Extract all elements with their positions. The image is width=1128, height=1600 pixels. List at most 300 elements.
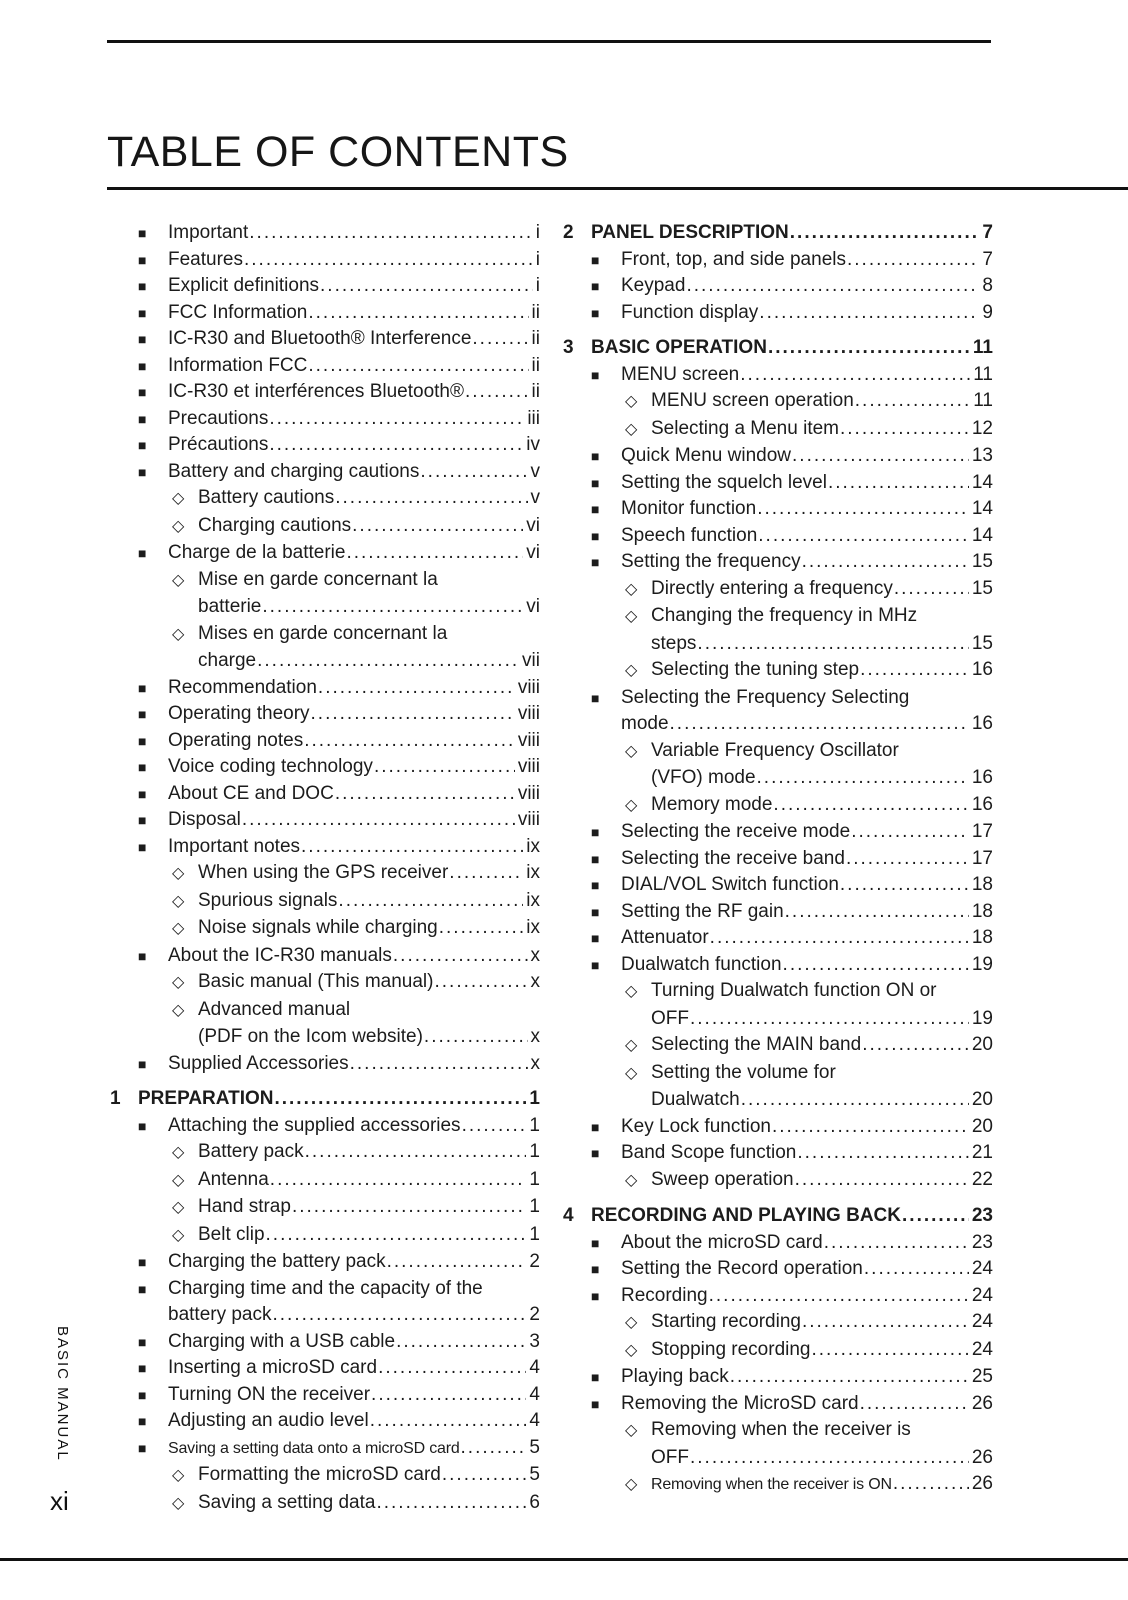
dot-leader — [266, 1222, 527, 1249]
diamond-bullet-icon: ◇ — [625, 580, 638, 598]
square-bullet-icon: ■ — [138, 838, 147, 855]
section-number: 4 — [563, 1205, 574, 1226]
diamond-bullet-icon: ◇ — [625, 1341, 638, 1359]
square-bullet-icon: ■ — [591, 474, 600, 491]
dot-leader — [292, 1194, 526, 1221]
dot-leader — [893, 1471, 969, 1498]
toc-row — [563, 1283, 993, 1310]
page-ref: viii — [517, 809, 540, 830]
page-ref: i — [535, 248, 540, 270]
entry-label: Playing back — [621, 1366, 729, 1387]
page-ref: 7 — [982, 248, 993, 270]
entry-label: MENU screen — [621, 363, 740, 385]
dot-leader — [462, 1113, 527, 1140]
toc-row — [563, 1445, 993, 1472]
square-bullet-icon: ■ — [138, 1439, 147, 1456]
toc-row — [563, 1114, 993, 1141]
dot-leader — [472, 326, 528, 353]
page-ref: 16 — [971, 793, 993, 815]
square-bullet-icon: ■ — [138, 785, 147, 802]
toc-item-entry — [110, 220, 540, 247]
page-ref: viii — [517, 703, 540, 724]
diamond-bullet-icon: ◇ — [172, 1199, 185, 1216]
dot-leader — [855, 388, 971, 415]
square-bullet-icon: ■ — [591, 1369, 600, 1385]
entry-label: Charging time and the capacity of the — [168, 1277, 483, 1299]
toc-row — [563, 470, 993, 497]
entry-label: Selecting a Menu item — [651, 417, 839, 439]
diamond-bullet-icon: ◇ — [172, 1467, 185, 1484]
toc-sub-entry — [110, 1222, 540, 1250]
dot-leader — [301, 834, 523, 861]
toc-item-entry — [563, 443, 993, 470]
square-bullet-icon: ■ — [591, 930, 600, 946]
toc-row — [110, 1490, 540, 1518]
toc-row — [563, 792, 993, 820]
toc-section-entry — [563, 220, 993, 247]
toc-row — [110, 648, 540, 675]
entry-label: PREPARATION — [138, 1088, 274, 1109]
diamond-bullet-icon: ◇ — [625, 420, 638, 438]
square-bullet-icon: ■ — [138, 437, 147, 453]
toc-sub-entry — [563, 1060, 993, 1114]
toc-row — [563, 819, 993, 846]
toc-sub-entry — [110, 969, 540, 997]
toc-row — [563, 952, 993, 979]
toc-row — [563, 416, 993, 444]
toc-section-entry — [110, 1086, 540, 1113]
toc-row — [110, 915, 540, 943]
page-ref: 16 — [971, 659, 993, 680]
dot-leader — [442, 1462, 527, 1489]
toc-item-entry — [563, 273, 993, 300]
square-bullet-icon: ■ — [591, 304, 600, 321]
dot-leader — [434, 969, 527, 996]
page-ref: 9 — [982, 301, 993, 323]
top-rule — [107, 40, 991, 43]
toc-row — [563, 1256, 993, 1283]
page-title: TABLE OF CONTENTS — [107, 128, 569, 176]
dot-leader — [802, 549, 969, 576]
dot-leader — [783, 952, 969, 979]
toc-row — [563, 1140, 993, 1167]
entry-label: Attenuator — [621, 927, 709, 948]
diamond-bullet-icon: ◇ — [625, 796, 638, 814]
toc-item-entry — [110, 1051, 540, 1078]
page-ref: 1 — [529, 1114, 540, 1136]
toc-row — [563, 1230, 993, 1257]
page-ref: 5 — [529, 1464, 540, 1485]
entry-label: Précautions — [168, 434, 269, 455]
toc-row — [110, 969, 540, 997]
dot-leader — [846, 846, 969, 873]
entry-label: Antenna — [198, 1168, 269, 1190]
entry-label: Important — [168, 222, 249, 243]
dot-leader — [795, 1167, 969, 1194]
entry-label: Saving a setting data onto a microSD card — [168, 1439, 460, 1457]
entry-label: PANEL DESCRIPTION — [591, 222, 789, 243]
page-ref: 5 — [529, 1436, 540, 1458]
toc-sub-entry — [563, 657, 993, 685]
dot-leader — [862, 1032, 969, 1059]
entry-label: When using the GPS receiver — [198, 862, 449, 883]
diamond-bullet-icon: ◇ — [625, 662, 638, 679]
toc-item-entry — [110, 754, 540, 781]
toc-item-entry — [563, 247, 993, 274]
toc-row — [110, 513, 540, 541]
toc-sub-entry — [110, 1194, 540, 1222]
toc-row — [110, 728, 540, 755]
page-ref: 3 — [529, 1330, 540, 1352]
toc-row — [110, 379, 540, 406]
toc-row — [563, 872, 993, 899]
toc-sub-entry — [110, 1462, 540, 1490]
dot-leader — [790, 220, 980, 247]
entry-label: Front, top, and side panels — [621, 248, 846, 270]
toc-row — [563, 1167, 993, 1195]
toc-row — [110, 888, 540, 916]
square-bullet-icon: ■ — [138, 304, 147, 321]
toc-row — [110, 621, 540, 649]
dot-leader — [690, 1006, 969, 1033]
entry-label: (PDF on the Icom website) — [198, 1026, 423, 1047]
page-ref: v — [530, 460, 540, 482]
page-ref: 15 — [971, 577, 993, 599]
section-number: 2 — [563, 222, 574, 243]
dot-leader — [730, 1364, 969, 1391]
section-number: 3 — [563, 337, 574, 358]
toc-item-entry — [110, 273, 540, 300]
diamond-bullet-icon: ◇ — [172, 1001, 185, 1019]
toc-item-entry — [563, 523, 993, 550]
toc-item-entry — [110, 781, 540, 808]
page-ref: viii — [517, 782, 540, 804]
page-ref: 13 — [971, 445, 993, 466]
page-ref: 11 — [973, 390, 993, 411]
diamond-bullet-icon: ◇ — [172, 1171, 185, 1189]
page-ref: 14 — [971, 498, 993, 519]
diamond-bullet-icon: ◇ — [172, 1494, 185, 1512]
toc-row — [563, 576, 993, 604]
page-ref: 14 — [971, 524, 993, 546]
dot-leader — [670, 711, 969, 738]
toc-row — [110, 997, 540, 1025]
dot-leader — [304, 728, 515, 755]
entry-label: Removing when the receiver is ON — [651, 1476, 892, 1493]
square-bullet-icon: ■ — [138, 1413, 147, 1429]
square-bullet-icon: ■ — [591, 1234, 600, 1251]
toc-item-entry — [563, 1283, 993, 1310]
square-bullet-icon: ■ — [138, 251, 147, 268]
toc-item-entry — [563, 496, 993, 523]
page-ref: iv — [526, 434, 540, 455]
diamond-bullet-icon: ◇ — [172, 1144, 185, 1161]
entry-label: Setting the RF gain — [621, 900, 784, 922]
square-bullet-icon: ■ — [591, 850, 600, 867]
page-ref: 7 — [982, 222, 993, 243]
entry-label: (VFO) mode — [651, 767, 756, 788]
page-ref: 11 — [972, 337, 993, 358]
toc-row — [110, 485, 540, 513]
diamond-bullet-icon: ◇ — [172, 490, 185, 507]
page-ref: 4 — [529, 1357, 540, 1378]
toc-sub-entry — [563, 416, 993, 444]
square-bullet-icon: ■ — [138, 1254, 147, 1270]
page-ref: i — [535, 222, 540, 243]
toc-item-entry — [563, 819, 993, 846]
entry-label: Selecting the Frequency Selecting — [621, 686, 910, 708]
dot-leader — [461, 1435, 527, 1462]
dot-leader — [318, 675, 515, 702]
diamond-bullet-icon: ◇ — [625, 1037, 638, 1054]
dot-leader — [269, 406, 524, 433]
entry-label: Explicit definitions — [168, 275, 320, 296]
toc-sub-entry — [563, 576, 993, 604]
toc-row — [110, 300, 540, 327]
dot-leader — [860, 1391, 969, 1418]
toc-item-entry — [563, 952, 993, 979]
dot-leader — [352, 513, 523, 540]
page-ref: viii — [517, 676, 540, 698]
diamond-bullet-icon: ◇ — [625, 742, 638, 760]
dot-leader — [802, 1309, 969, 1336]
dot-leader — [338, 888, 523, 915]
diamond-bullet-icon: ◇ — [172, 625, 185, 643]
toc-sub-entry — [110, 1139, 540, 1167]
page-ref: 24 — [971, 1258, 993, 1279]
toc-item-entry — [563, 1256, 993, 1283]
dot-leader — [273, 1302, 527, 1329]
dot-leader — [768, 335, 970, 362]
dot-leader — [757, 765, 969, 792]
title-rule — [107, 187, 1128, 190]
dot-leader — [847, 247, 979, 274]
square-bullet-icon: ■ — [591, 824, 600, 840]
square-bullet-icon: ■ — [591, 448, 600, 464]
square-bullet-icon: ■ — [138, 1055, 147, 1072]
dot-leader — [257, 648, 519, 675]
toc-row — [110, 1276, 540, 1303]
sidebar-manual-label: BASIC MANUAL — [54, 1326, 71, 1462]
toc-item-entry — [110, 247, 540, 274]
page-ref: ii — [531, 354, 540, 376]
toc-row — [563, 247, 993, 274]
entry-label: Keypad — [621, 275, 686, 296]
dot-leader — [376, 1490, 526, 1517]
entry-label: Setting the Record operation — [621, 1258, 863, 1279]
toc-item-entry — [563, 872, 993, 899]
entry-label: Attaching the supplied accessories — [168, 1114, 461, 1136]
entry-label: Charging cautions — [198, 514, 352, 536]
toc-row — [110, 1222, 540, 1250]
toc-row — [110, 1113, 540, 1140]
entry-label: Turning ON the receiver — [168, 1383, 371, 1405]
entry-label: Dualwatch — [651, 1089, 740, 1110]
page-ref: 23 — [971, 1231, 993, 1253]
page-ref: 16 — [971, 767, 993, 788]
toc-row — [110, 754, 540, 781]
square-bullet-icon: ■ — [138, 759, 147, 775]
dot-leader — [308, 353, 528, 380]
toc-item-entry — [110, 834, 540, 861]
entry-label: Selecting the receive band — [621, 847, 845, 869]
toc-row — [563, 925, 993, 952]
page-ref: x — [530, 1026, 540, 1047]
toc-item-entry — [110, 459, 540, 486]
toc-sub-entry — [110, 860, 540, 888]
page-ref: 2 — [529, 1251, 540, 1272]
entry-label: Variable Frequency Oscillator — [651, 739, 899, 761]
entry-label: MENU screen operation — [651, 390, 854, 411]
toc-row — [563, 1391, 993, 1418]
dot-leader — [262, 594, 523, 621]
diamond-bullet-icon: ◇ — [172, 1226, 185, 1244]
page-ref: 26 — [971, 1392, 993, 1414]
page-ref: ii — [531, 328, 540, 349]
toc-item-entry — [110, 1435, 540, 1463]
dot-leader — [465, 379, 529, 406]
page-ref: 21 — [971, 1142, 993, 1163]
toc-row — [110, 1086, 540, 1113]
toc-row — [563, 1337, 993, 1365]
page-ref: 15 — [971, 551, 993, 572]
toc-row — [110, 701, 540, 728]
dot-leader — [244, 247, 533, 274]
toc-sub-entry — [110, 1490, 540, 1518]
toc-sub-entry — [563, 1032, 993, 1060]
toc-item-entry — [563, 470, 993, 497]
toc-item-entry — [110, 379, 540, 406]
entry-label: steps — [651, 632, 697, 654]
toc-sub-entry — [110, 1167, 540, 1195]
toc-row — [563, 899, 993, 926]
toc-row — [563, 273, 993, 300]
page-ref: 25 — [971, 1366, 993, 1387]
toc-row — [110, 1139, 540, 1167]
square-bullet-icon: ■ — [138, 357, 147, 374]
entry-label: batterie — [198, 596, 262, 617]
dot-leader — [370, 1408, 527, 1435]
dot-leader — [393, 943, 528, 970]
toc-row — [563, 765, 993, 792]
page-ref: 18 — [971, 927, 993, 948]
page-ref: 24 — [971, 1311, 993, 1332]
toc-row — [110, 326, 540, 353]
dot-leader — [758, 523, 969, 550]
toc-row — [110, 1382, 540, 1409]
toc-item-entry — [110, 540, 540, 567]
page-ref: 26 — [971, 1473, 993, 1494]
dot-leader — [828, 470, 969, 497]
diamond-bullet-icon: ◇ — [172, 865, 185, 882]
page-ref: ix — [526, 862, 540, 883]
dot-leader — [378, 1355, 526, 1382]
toc-row — [563, 1417, 993, 1445]
entry-label: Function display — [621, 301, 759, 323]
dot-leader — [308, 300, 528, 327]
toc-row — [563, 1203, 993, 1230]
entry-label: charge — [198, 650, 257, 671]
square-bullet-icon: ■ — [138, 225, 147, 241]
toc-row — [110, 1462, 540, 1490]
entry-label: Turning Dualwatch function ON or — [651, 980, 937, 1001]
page-ref: ix — [526, 917, 540, 938]
entry-label: Charging the battery pack — [168, 1251, 386, 1272]
entry-label: Selecting the tuning step — [651, 659, 860, 680]
page-ref: 17 — [971, 821, 993, 842]
page-ref: 11 — [973, 363, 993, 385]
page-ref: 18 — [971, 900, 993, 922]
entry-label: BASIC OPERATION — [591, 337, 767, 358]
square-bullet-icon: ■ — [138, 1360, 147, 1376]
toc-column-right — [563, 220, 993, 1517]
page-ref: 6 — [529, 1491, 540, 1513]
toc-item-entry — [110, 807, 540, 834]
entry-label: Saving a setting data — [198, 1491, 376, 1513]
diamond-bullet-icon: ◇ — [625, 1171, 638, 1189]
toc-item-entry — [110, 728, 540, 755]
page-ref: 20 — [971, 1034, 993, 1055]
page-ref: 14 — [971, 471, 993, 493]
toc-item-entry — [110, 1382, 540, 1409]
toc-row — [563, 388, 993, 416]
diamond-bullet-icon: ◇ — [625, 983, 638, 1000]
toc-sub-entry — [110, 621, 540, 675]
entry-label: OFF — [651, 1007, 689, 1029]
dot-leader — [709, 1283, 969, 1310]
dot-leader — [242, 807, 515, 834]
toc-item-entry — [563, 1140, 993, 1167]
toc-row — [110, 834, 540, 861]
entry-label: Directly entering a frequency — [651, 577, 893, 599]
toc-sub-entry — [563, 1337, 993, 1365]
dot-leader — [860, 657, 969, 684]
toc-row — [110, 459, 540, 486]
page-ref: i — [535, 275, 540, 296]
entry-label: IC-R30 et interférences Bluetooth® — [168, 381, 464, 402]
page-ref: 24 — [971, 1284, 993, 1306]
toc-item-entry — [563, 362, 993, 389]
toc-row — [563, 1471, 993, 1499]
dot-leader — [740, 362, 970, 389]
entry-label: RECORDING AND PLAYING BACK — [591, 1205, 902, 1226]
page-ref: 1 — [529, 1168, 540, 1190]
dot-leader — [757, 496, 969, 523]
dot-leader — [335, 781, 515, 808]
page-ref: 1 — [529, 1223, 540, 1245]
toc-item-entry — [110, 943, 540, 970]
toc-item-entry — [563, 1230, 993, 1257]
toc-row — [110, 1302, 540, 1329]
toc-row — [563, 1309, 993, 1337]
toc-item-entry — [110, 1276, 540, 1329]
toc-item-entry — [110, 353, 540, 380]
toc-row — [110, 540, 540, 567]
entry-label: Quick Menu window — [621, 445, 792, 466]
toc-row — [563, 603, 993, 631]
entry-label: Key Lock function — [621, 1115, 771, 1137]
entry-label: Setting the frequency — [621, 551, 801, 572]
toc-item-entry — [110, 326, 540, 353]
entry-label: About the microSD card — [621, 1231, 823, 1253]
dot-leader — [894, 576, 969, 603]
toc-row — [110, 594, 540, 621]
dot-leader — [759, 300, 979, 327]
entry-label: Removing the MicroSD card — [621, 1392, 859, 1414]
toc-sub-entry — [110, 485, 540, 513]
toc-item-entry — [110, 1113, 540, 1140]
square-bullet-icon: ■ — [591, 877, 600, 893]
